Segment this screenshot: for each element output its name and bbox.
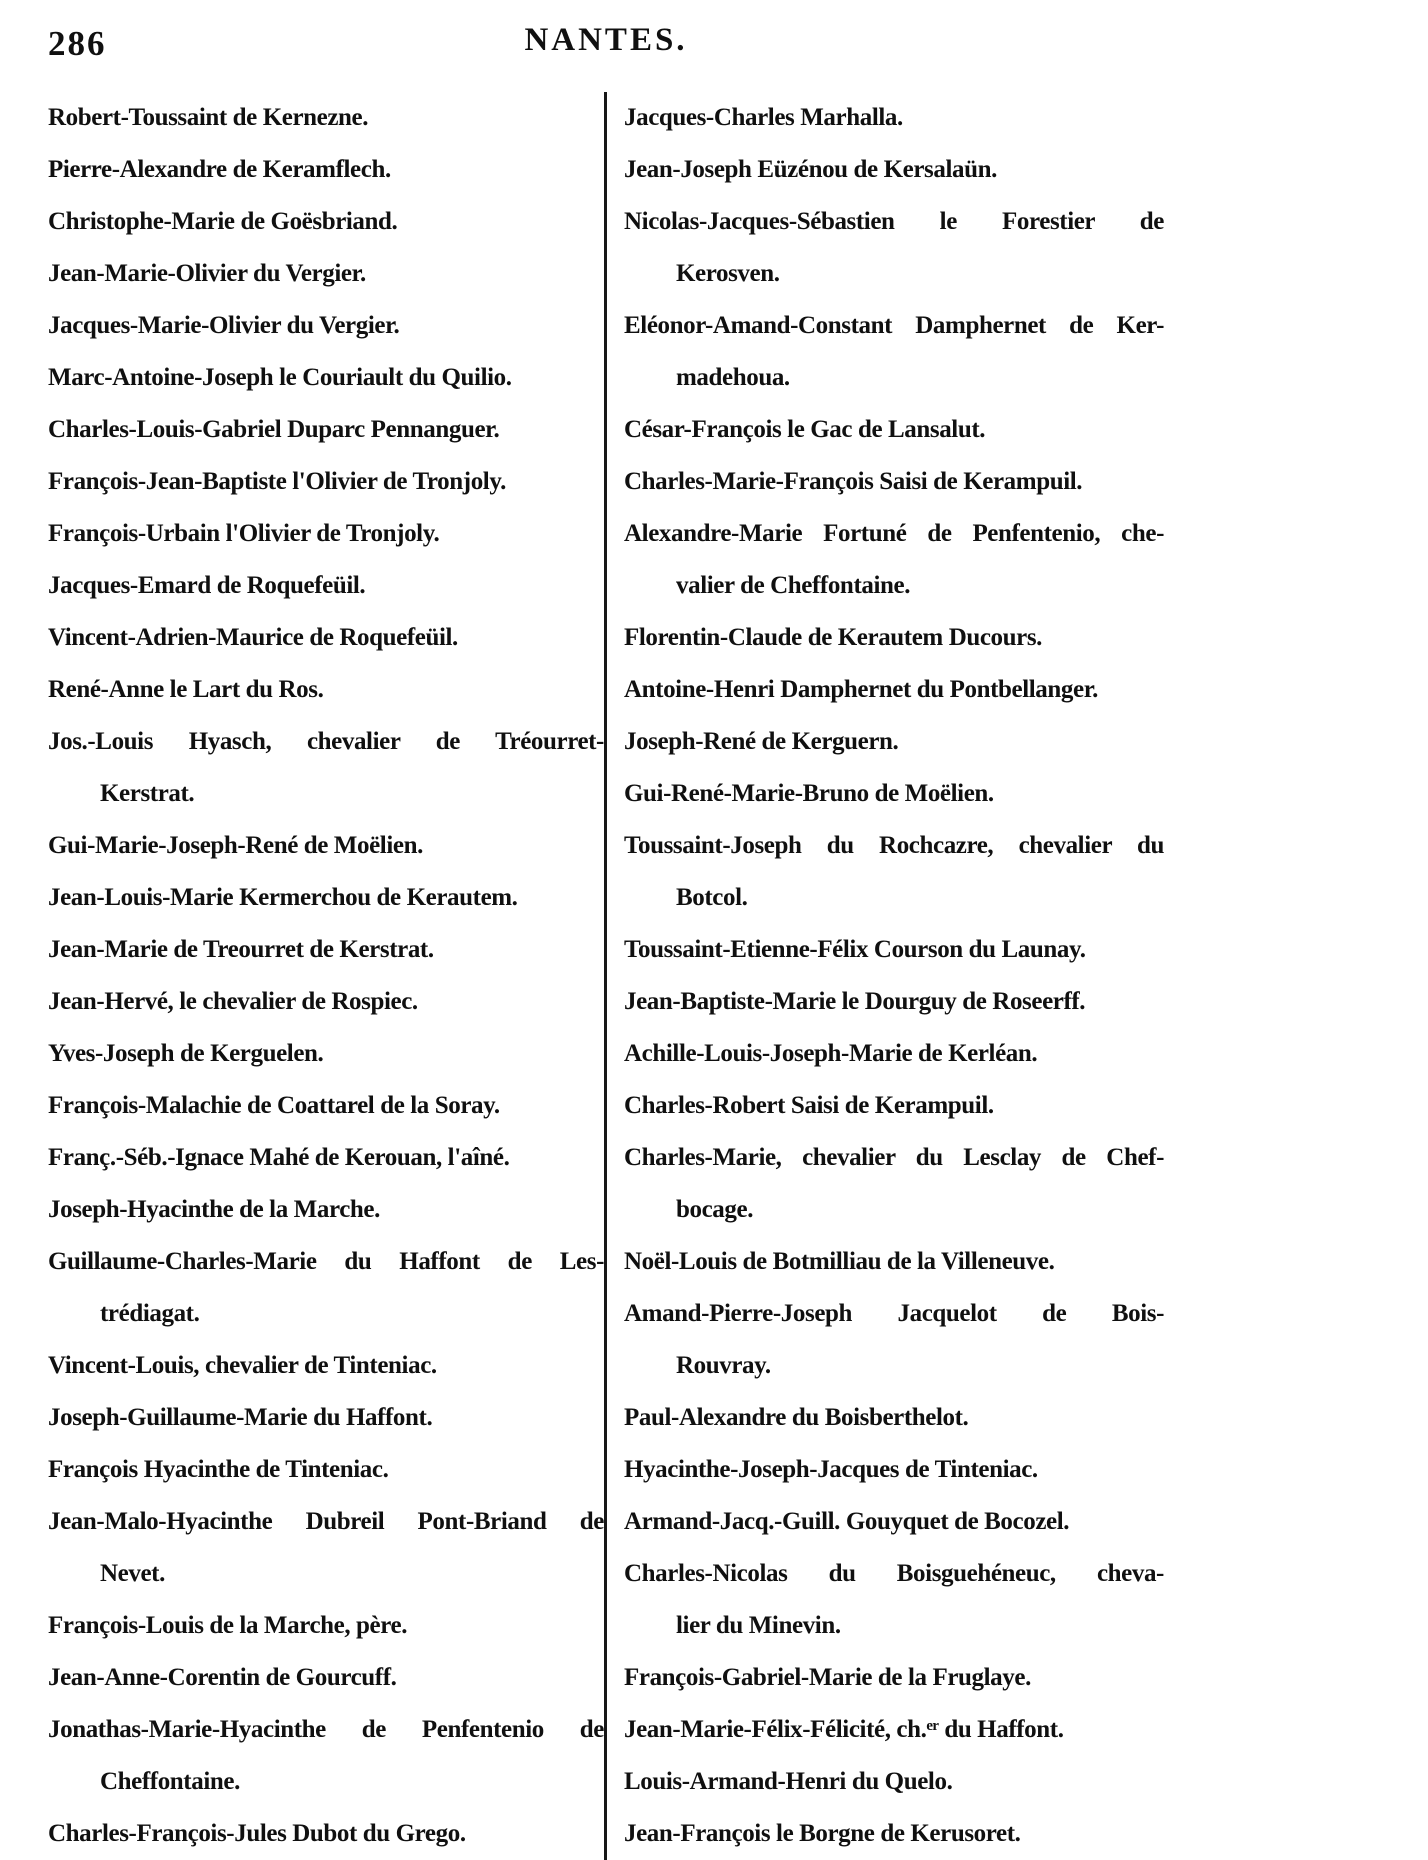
entry-line: Armand-Jacq.-Guill. Gouyquet de Bocozel. bbox=[624, 1508, 1070, 1535]
list-item bbox=[48, 1028, 604, 1080]
list-item bbox=[48, 612, 604, 664]
list-item bbox=[48, 1600, 604, 1652]
entry-line: Jean-Hervé, le chevalier de Rospiec. bbox=[48, 988, 418, 1015]
entry-line: Nicolas-Jacques-Sébastien le Forestier de bbox=[624, 208, 1164, 235]
list-item bbox=[624, 1652, 1164, 1704]
list-item bbox=[624, 924, 1164, 976]
list-item bbox=[624, 1444, 1164, 1496]
list-item bbox=[48, 1340, 604, 1392]
list-item bbox=[48, 1236, 604, 1340]
entry-line: Charles-Marie-François Saisi de Kerampuil. bbox=[624, 468, 1083, 495]
list-item bbox=[624, 768, 1164, 820]
list-item bbox=[48, 144, 604, 196]
list-item bbox=[48, 1132, 604, 1184]
list-item bbox=[624, 1756, 1164, 1808]
entry-line: Eléonor-Amand-Constant Damphernet de Ker- bbox=[624, 312, 1164, 339]
list-item bbox=[48, 820, 604, 872]
entry-line: Alexandre-Marie Fortuné de Penfentenio, che- bbox=[624, 520, 1164, 547]
list-item bbox=[48, 976, 604, 1028]
entry-line: Jacques-Charles Marhalla. bbox=[624, 104, 903, 131]
entry-line: Hyacinthe-Joseph-Jacques de Tinteniac. bbox=[624, 1456, 1038, 1483]
page-number: 286 bbox=[48, 24, 107, 63]
list-item bbox=[48, 1704, 604, 1808]
entry-line: Botcol. bbox=[676, 884, 748, 911]
list-item bbox=[624, 404, 1164, 456]
list-item bbox=[624, 612, 1164, 664]
entry-line: Charles-Robert Saisi de Kerampuil. bbox=[624, 1092, 994, 1119]
list-item bbox=[624, 196, 1164, 300]
entry-line: Jean-Marie-Félix-Félicité, ch.ᵉʳ du Haffont. bbox=[624, 1716, 1064, 1743]
list-item bbox=[48, 924, 604, 976]
list-item bbox=[48, 352, 604, 404]
entry-line: Vincent-Louis, chevalier de Tinteniac. bbox=[48, 1352, 437, 1379]
entry-line: Jean-Louis-Marie Kermerchou de Kerautem. bbox=[48, 884, 518, 911]
entry-line: Robert-Toussaint de Kernezne. bbox=[48, 104, 369, 131]
list-item bbox=[624, 92, 1164, 144]
entry-line: Charles-Marie, chevalier du Lesclay de Chef- bbox=[624, 1144, 1164, 1171]
entry-line: François-Urbain l'Olivier de Tronjoly. bbox=[48, 520, 440, 547]
entry-line: Kerosven. bbox=[676, 260, 780, 287]
list-item bbox=[48, 1808, 604, 1860]
entry-line: Jacques-Marie-Olivier du Vergier. bbox=[48, 312, 400, 339]
page-header bbox=[48, 16, 1164, 76]
list-item bbox=[624, 1132, 1164, 1236]
list-item bbox=[48, 300, 604, 352]
entry-line: Vincent-Adrien-Maurice de Roquefeüil. bbox=[48, 624, 458, 651]
entry-line: Gui-Marie-Joseph-René de Moëlien. bbox=[48, 832, 423, 859]
list-item bbox=[624, 1028, 1164, 1080]
list-item bbox=[48, 196, 604, 248]
list-item bbox=[624, 820, 1164, 924]
entry-line: trédiagat. bbox=[100, 1300, 200, 1327]
list-item bbox=[48, 1444, 604, 1496]
entry-line: Amand-Pierre-Joseph Jacquelot de Bois- bbox=[624, 1300, 1164, 1327]
entry-line: Yves-Joseph de Kerguelen. bbox=[48, 1040, 324, 1067]
list-item bbox=[624, 716, 1164, 768]
list-item bbox=[624, 144, 1164, 196]
entry-line: Jacques-Emard de Roquefeüil. bbox=[48, 572, 366, 599]
entry-line: Joseph-Hyacinthe de la Marche. bbox=[48, 1196, 380, 1223]
entry-line: François-Malachie de Coattarel de la Soray. bbox=[48, 1092, 500, 1119]
entry-line: Cheffontaine. bbox=[100, 1768, 240, 1795]
entry-line: Rouvray. bbox=[676, 1352, 771, 1379]
entry-line: Christophe-Marie de Goësbriand. bbox=[48, 208, 398, 235]
entry-line: Antoine-Henri Damphernet du Pontbellanger. bbox=[624, 676, 1098, 703]
entry-line: madehoua. bbox=[676, 364, 790, 391]
entry-line: Jean-François le Borgne de Kerusoret. bbox=[624, 1820, 1021, 1847]
list-item bbox=[48, 560, 604, 612]
entry-line: Noël-Louis de Botmilliau de la Villeneuve. bbox=[624, 1248, 1055, 1275]
entry-line: Jos.-Louis Hyasch, chevalier de Tréourret- bbox=[48, 728, 604, 755]
entry-line: François Hyacinthe de Tinteniac. bbox=[48, 1456, 389, 1483]
page-title: NANTES. bbox=[524, 22, 688, 58]
list-item bbox=[624, 1236, 1164, 1288]
list-item bbox=[48, 1496, 604, 1600]
list-item bbox=[624, 1496, 1164, 1548]
list-item bbox=[48, 92, 604, 144]
list-item bbox=[48, 456, 604, 508]
list-item bbox=[48, 1184, 604, 1236]
entry-line: Jean-Joseph Eüzénou de Kersalaün. bbox=[624, 156, 997, 183]
entry-line: François-Gabriel-Marie de la Fruglaye. bbox=[624, 1664, 1031, 1691]
entry-line: lier du Minevin. bbox=[676, 1612, 841, 1639]
list-item bbox=[48, 1652, 604, 1704]
entry-line: Marc-Antoine-Joseph le Couriault du Quilio. bbox=[48, 364, 512, 391]
entry-line: Jean-Anne-Corentin de Gourcuff. bbox=[48, 1664, 397, 1691]
entry-line: Jean-Malo-Hyacinthe Dubreil Pont-Briand de bbox=[48, 1508, 604, 1535]
entry-line: Pierre-Alexandre de Keramflech. bbox=[48, 156, 391, 183]
entry-line: Florentin-Claude de Kerautem Ducours. bbox=[624, 624, 1043, 651]
entry-line: Charles-François-Jules Dubot du Grego. bbox=[48, 1820, 466, 1847]
entry-line: Achille-Louis-Joseph-Marie de Kerléan. bbox=[624, 1040, 1038, 1067]
entry-line: Joseph-Guillaume-Marie du Haffont. bbox=[48, 1404, 433, 1431]
entry-line: César-François le Gac de Lansalut. bbox=[624, 416, 986, 443]
right-column bbox=[607, 92, 1164, 1860]
left-column bbox=[48, 92, 604, 1860]
list-item bbox=[48, 248, 604, 300]
list-item bbox=[48, 508, 604, 560]
list-item bbox=[624, 456, 1164, 508]
list-item bbox=[624, 1080, 1164, 1132]
entry-line: Jean-Marie de Treourret de Kerstrat. bbox=[48, 936, 434, 963]
list-item bbox=[48, 1080, 604, 1132]
entry-line: Joseph-René de Kerguern. bbox=[624, 728, 899, 755]
entry-line: Louis-Armand-Henri du Quelo. bbox=[624, 1768, 953, 1795]
entry-line: Charles-Louis-Gabriel Duparc Pennanguer. bbox=[48, 416, 500, 443]
entry-line: Jonathas-Marie-Hyacinthe de Penfentenio de bbox=[48, 1716, 604, 1743]
entry-line: Gui-René-Marie-Bruno de Moëlien. bbox=[624, 780, 994, 807]
entry-line: Kerstrat. bbox=[100, 780, 195, 807]
entry-line: René-Anne le Lart du Ros. bbox=[48, 676, 324, 703]
list-item bbox=[48, 404, 604, 456]
entry-line: Franç.-Séb.-Ignace Mahé de Kerouan, l'aîné. bbox=[48, 1144, 510, 1171]
entry-line: bocage. bbox=[676, 1196, 754, 1223]
list-item bbox=[48, 716, 604, 820]
entry-line: Toussaint-Joseph du Rochcazre, chevalier du bbox=[624, 832, 1164, 859]
list-item bbox=[48, 1392, 604, 1444]
list-item bbox=[624, 508, 1164, 612]
list-item bbox=[624, 1392, 1164, 1444]
list-item bbox=[48, 872, 604, 924]
entry-line: Guillaume-Charles-Marie du Haffont de Les- bbox=[48, 1248, 604, 1275]
list-item bbox=[624, 976, 1164, 1028]
entry-line: Paul-Alexandre du Boisberthelot. bbox=[624, 1404, 969, 1431]
entry-line: Charles-Nicolas du Boisguehéneuc, cheva- bbox=[624, 1560, 1164, 1587]
list-item bbox=[624, 1808, 1164, 1860]
list-item bbox=[624, 664, 1164, 716]
list-item bbox=[624, 1548, 1164, 1652]
entry-line: François-Louis de la Marche, père. bbox=[48, 1612, 408, 1639]
entry-line: François-Jean-Baptiste l'Olivier de Tronjoly. bbox=[48, 468, 506, 495]
entry-line: Jean-Baptiste-Marie le Dourguy de Roseerff. bbox=[624, 988, 1086, 1015]
list-item bbox=[624, 300, 1164, 404]
list-item bbox=[624, 1288, 1164, 1392]
entry-line: Nevet. bbox=[100, 1560, 165, 1587]
list-item bbox=[624, 1704, 1164, 1756]
entry-line: Toussaint-Etienne-Félix Courson du Launay. bbox=[624, 936, 1086, 963]
entry-line: valier de Cheffontaine. bbox=[676, 572, 911, 599]
entry-line: Jean-Marie-Olivier du Vergier. bbox=[48, 260, 366, 287]
name-list-columns bbox=[48, 92, 1164, 1860]
list-item bbox=[48, 664, 604, 716]
